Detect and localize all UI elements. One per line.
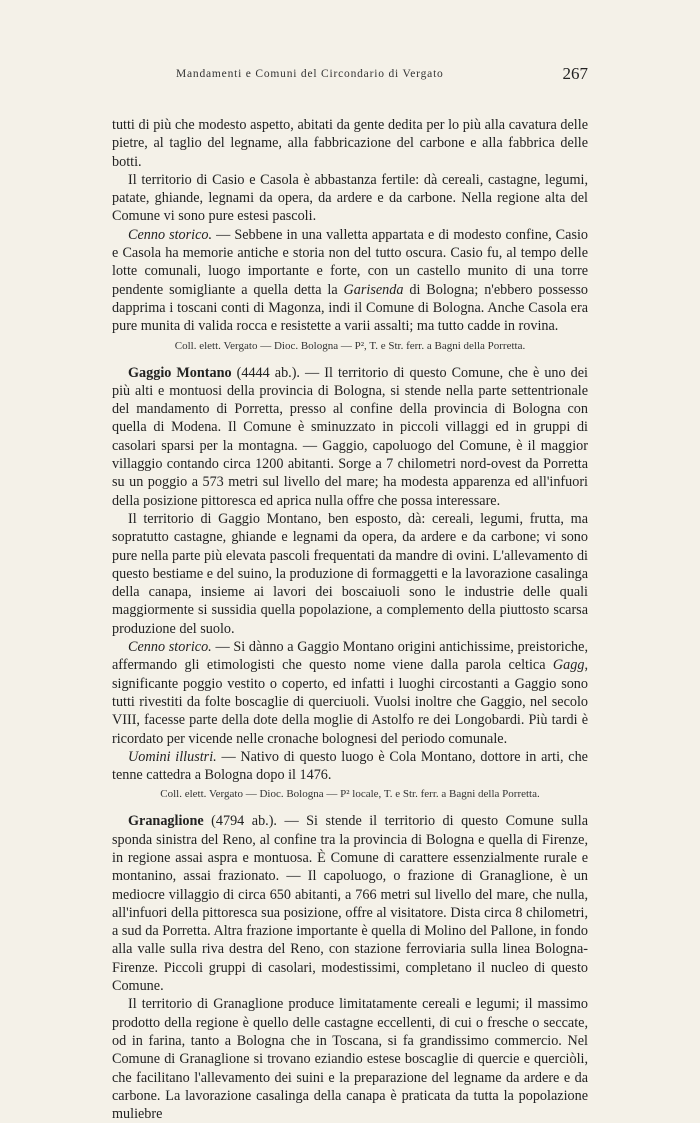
text-run: , significante poggio vestito o coperto, ed infatti i luoghi circostanti a Gaggio sono tutti rivestiti da folte boscaglie di querciuoli. Vuolsi inoltre che Gaggio, nel secolo VIII, facesse parte della dote della moglie di Astolfo re dei Longobardi. Più tardi è ricordato per vicende nelle cronache bolognesi del periodo comunale. (112, 657, 588, 747)
text-run: di Bologna; n'ebbero possesso dapprima i toscani conti di Magonza, indi il Comune di Bologna. Anche Casola era pure munita di valida rocca e resistette a varii assalti; ma tutto cadde in rovina. (112, 281, 588, 335)
page-body (112, 116, 588, 1123)
page-number: 267 (562, 64, 588, 83)
paragraph (112, 226, 588, 336)
text-run: — Nativo di questo luogo è Cola Montano, dottore in arti, che tenne cattedra a Bologna dopo il 1476. (112, 748, 588, 784)
text-run: (4794 ab.). — Si stende il territorio di questo Comune sulla sponda sinistra del Reno, al confine tra la provincia di Bologna e quella di Firenze, in regione assai aspra e montuosa. È Comune di carattere essenzialmente rurale e montanino, assai frazionato. — Il capoluogo, o frazione di Granaglione, è un mediocre villaggio di circa 650 abitanti, a 766 metri sul livello del mare, che nulla, all'infuori della pittoresca sua posizione, offre al visitatore. Dista circa 8 chilometri, a sud da Porretta. Altra frazione importante è quella di Molino del Pallone, in fondo alla valle sulla riva destra del Reno, con stazione ferroviaria sulla linea Bologna-Firenze. Piccoli gruppi di casolari, modestissimi, completano il nucleo di questo Comune. (112, 813, 588, 995)
paragraph: tutti di più che modesto aspetto, abitati da gente dedita per lo più alla cavatura delle pietre, al taglio del legname, alla fabbricazione del carbone e alla fabbrica delle botti. (112, 117, 588, 170)
paragraph (112, 638, 588, 748)
paragraph: Il territorio di Gaggio Montano, ben esposto, dà: cereali, legumi, frutta, ma sopratutto castagne, ghiande e legnami da opera, da ardere e da carbone; vi sono pure nella parte più elevata pascoli frequentati da mandre di ovini. L'allevamento di questo bestiame e del suino, la produzione di formaggetti e la lavorazione casalinga della canapa, insieme ai lavori dei boscaiuoli sono le industrie delle quali maggiormente si sussidia quella popolazione, a complemento della piuttosto scarsa produzione del suolo. (112, 510, 588, 637)
entry-title: Granaglione (128, 813, 204, 830)
paragraph (112, 364, 588, 510)
text-run: — Si dànno a Gaggio Montano origini antichissime, preistoriche, affermando gli etimologisti che questo nome viene dalla parola celtica (112, 639, 588, 674)
section-label: Cenno storico. (128, 226, 213, 243)
paragraph (112, 812, 588, 995)
paragraph: Il territorio di Casio e Casola è abbastanza fertile: dà cereali, castagne, legumi, patate, ghiande, legnami da opera, da ardere e da carbone. Nella regione alta del Comune vi sono pure estesi pascoli. (112, 171, 588, 225)
footnote-line: Coll. elett. Vergato — Dioc. Bologna — P² locale, T. e Str. ferr. a Bagni della Porretta. (160, 788, 540, 801)
footnote-line: Coll. elett. Vergato — Dioc. Bologna — P², T. e Str. ferr. a Bagni della Porretta. (174, 339, 526, 352)
section-label: Uomini illustri. (128, 748, 217, 765)
text-run: (4444 ab.). — Il territorio di questo Comune, che è uno dei più alti e montuosi della provincia di Bologna, si stende nella parte settentrionale del mandamento di Porretta, presso al confine della provincia di Bologna con quella di Modena. Il Comune è sminuzzato in piccoli villaggi ed in gruppi di casolari sparsi per la montagna. — Gaggio, capoluogo del Comune, è il maggior villaggio contando circa 1200 abitanti. Sorge a 7 chilometri nord-ovest da Porretta su un poggio a 573 metri sul livello del mare; ha modesta apparenza ed all'infuori della posizione pittoresca ed aprica nulla offre che possa interessare. (112, 364, 588, 509)
running-header (112, 66, 588, 90)
paragraph (112, 748, 588, 785)
section-label: Cenno storico. (128, 639, 212, 656)
italic-term: Gagg (552, 657, 585, 674)
text-run: — Sebbene in una valletta appartata e di modesto confine, Casio e Casola ha memorie antiche e storia non del tutto oscura. Casio fu, al tempo delle lotte comunali, luogo importante e forte, con un castello munito di una torre pendente somigliante a quella detta la (112, 226, 588, 298)
header-title: Mandamenti e Comuni del Circondario di Vergato (176, 68, 444, 80)
entry-title: Gaggio Montano (128, 364, 232, 381)
paragraph: Il territorio di Granaglione produce limitatamente cereali e legumi; il massimo prodotto della regione è quello delle castagne eccellenti, di cui o fresche o seccate, od in farina, tanto a Bologna che in Toscana, si fa grandissimo commercio. Nel Comune di Granaglione si trovano eziandio estese boscaglie di quercie e querciòli, che facilitano l'allevamento dei suini e la preparazione del legname da ardere e da carbone. La lavorazione casalinga della canapa è praticata da tutta la popolazione muliebre (112, 996, 588, 1123)
italic-term: Garisenda (343, 281, 404, 298)
